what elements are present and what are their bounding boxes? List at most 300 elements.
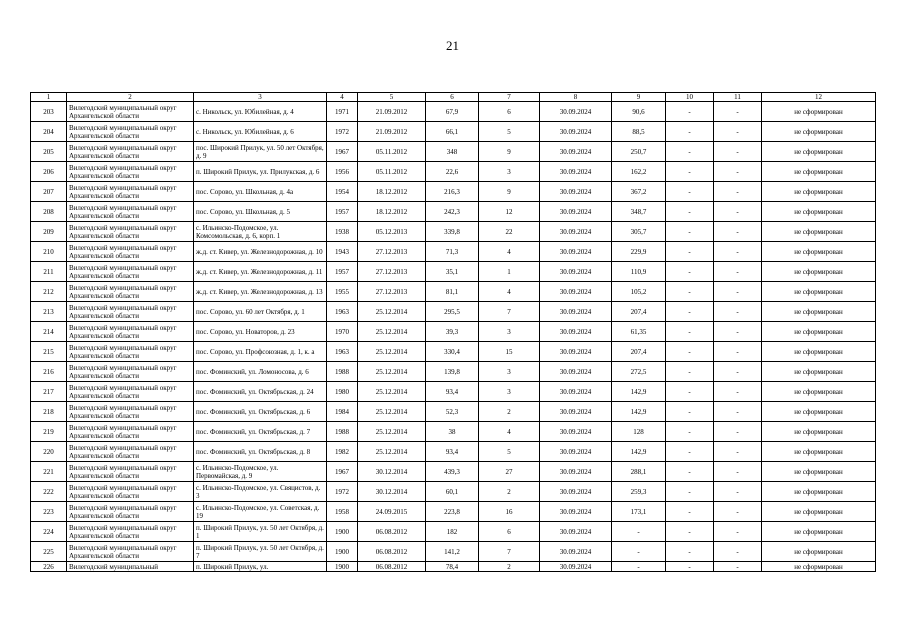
table-cell: Вилегодский муниципальный округ Архангельской области — [67, 242, 194, 262]
table-cell: 1957 — [327, 202, 358, 222]
table-cell: Вилегодский муниципальный округ Архангельской области — [67, 482, 194, 502]
table-row — [31, 382, 876, 402]
header-cell: 11 — [714, 93, 762, 102]
table-cell: 93,4 — [426, 382, 479, 402]
table-cell: 22 — [479, 222, 540, 242]
table-cell: 1967 — [327, 462, 358, 482]
table-cell: - — [714, 202, 762, 222]
table-cell: 212 — [31, 282, 67, 302]
table-cell: с. Ильинско-Подомское, ул. Первомайская, д. 9 — [194, 462, 327, 482]
table-cell: Вилегодский муниципальный округ Архангельской области — [67, 382, 194, 402]
table-cell: 30.09.2024 — [540, 182, 612, 202]
table-cell: 182 — [426, 522, 479, 542]
table-cell: 30.09.2024 — [540, 102, 612, 122]
table-cell: пос. Сорово, ул. 60 лет Октября, д. 1 — [194, 302, 327, 322]
table-cell: ж.д. ст. Кивер, ул. Железнодорожная, д. 13 — [194, 282, 327, 302]
table-cell: 207,4 — [612, 342, 666, 362]
table-cell: 1954 — [327, 182, 358, 202]
table-cell: - — [666, 302, 714, 322]
table-cell: 05.11.2012 — [358, 142, 426, 162]
table-cell: 4 — [479, 282, 540, 302]
header-cell: 5 — [358, 93, 426, 102]
table-cell: Вилегодский муниципальный округ Архангельской области — [67, 502, 194, 522]
table-cell: 12 — [479, 202, 540, 222]
table-cell: - — [714, 442, 762, 462]
table-cell: - — [714, 302, 762, 322]
table-cell: 18.12.2012 — [358, 202, 426, 222]
table-cell: 222 — [31, 482, 67, 502]
table-cell: 295,5 — [426, 302, 479, 322]
table-cell: - — [666, 442, 714, 462]
table-row — [31, 202, 876, 222]
table-cell: 67,9 — [426, 102, 479, 122]
table-cell: 214 — [31, 322, 67, 342]
table-cell: 30.09.2024 — [540, 222, 612, 242]
table-cell: 3 — [479, 162, 540, 182]
table-cell: - — [666, 282, 714, 302]
table-cell: не сформирован — [762, 102, 876, 122]
table-cell: 142,9 — [612, 382, 666, 402]
table-cell: 1956 — [327, 162, 358, 182]
table-cell: 216 — [31, 362, 67, 382]
table-cell: 1967 — [327, 142, 358, 162]
table-cell: 3 — [479, 322, 540, 342]
table-cell: 1938 — [327, 222, 358, 242]
table-cell: Вилегодский муниципальный округ Архангельской области — [67, 162, 194, 182]
table-cell: 9 — [479, 182, 540, 202]
table-cell: не сформирован — [762, 542, 876, 562]
table-row — [31, 302, 876, 322]
table-cell: Вилегодский муниципальный округ Архангельской области — [67, 142, 194, 162]
table-cell: 2 — [479, 562, 540, 572]
table-cell: 348 — [426, 142, 479, 162]
table-cell: - — [666, 122, 714, 142]
table-cell: 224 — [31, 522, 67, 542]
table-cell: 30.09.2024 — [540, 322, 612, 342]
table-cell: 208 — [31, 202, 67, 222]
table-row — [31, 362, 876, 382]
table-cell: 1988 — [327, 422, 358, 442]
table-cell: пос. Фоминский, ул. Октябрьская, д. 8 — [194, 442, 327, 462]
header-cell: 10 — [666, 93, 714, 102]
table-cell: 30.09.2024 — [540, 522, 612, 542]
table-cell: Вилегодский муниципальный округ Архангельской области — [67, 302, 194, 322]
table-cell: Вилегодский муниципальный округ Архангельской области — [67, 102, 194, 122]
table-cell: 30.09.2024 — [540, 162, 612, 182]
table-cell: 06.08.2012 — [358, 542, 426, 562]
table-cell: - — [714, 122, 762, 142]
table-cell: 30.09.2024 — [540, 562, 612, 572]
table-cell: 259,3 — [612, 482, 666, 502]
table-cell: 2 — [479, 402, 540, 422]
table-cell: 207 — [31, 182, 67, 202]
table-cell: 30.12.2014 — [358, 482, 426, 502]
table-cell: с. Ильинско-Подомское, ул. Свяцистов, д. 3 — [194, 482, 327, 502]
table-cell: 1988 — [327, 362, 358, 382]
table-cell: - — [714, 242, 762, 262]
table-cell: с. Ильинско-Подомское, ул. Комсомольская, д. 6, корп. 1 — [194, 222, 327, 242]
table-cell: - — [714, 482, 762, 502]
table-cell: с. Никольск, ул. Юбилейная, д. 4 — [194, 102, 327, 122]
table-cell: не сформирован — [762, 142, 876, 162]
table-cell: 30.09.2024 — [540, 362, 612, 382]
table-row — [31, 342, 876, 362]
table-cell: не сформирован — [762, 122, 876, 142]
table-cell: 25.12.2014 — [358, 342, 426, 362]
table-cell: - — [666, 202, 714, 222]
table-cell: не сформирован — [762, 202, 876, 222]
table-cell: пос. Фоминский, ул. Ломоносова, д. 6 — [194, 362, 327, 382]
table-cell: 1900 — [327, 542, 358, 562]
table-cell: 25.12.2014 — [358, 322, 426, 342]
table-cell: - — [666, 182, 714, 202]
table-cell: 215 — [31, 342, 67, 362]
table-cell: - — [666, 242, 714, 262]
table-cell: 38 — [426, 422, 479, 442]
table-cell: 21.09.2012 — [358, 102, 426, 122]
table-cell: 18.12.2012 — [358, 182, 426, 202]
table-cell: - — [714, 542, 762, 562]
table-cell: - — [714, 562, 762, 572]
table-cell: - — [714, 422, 762, 442]
table-cell: 4 — [479, 242, 540, 262]
table-cell: - — [714, 282, 762, 302]
table-cell: 439,3 — [426, 462, 479, 482]
table-cell: 30.09.2024 — [540, 202, 612, 222]
table-cell: 30.09.2024 — [540, 122, 612, 142]
table-cell: 1972 — [327, 122, 358, 142]
table-cell: 272,5 — [612, 362, 666, 382]
table-cell: 2 — [479, 482, 540, 502]
table-cell: 203 — [31, 102, 67, 122]
table-cell: 205 — [31, 142, 67, 162]
table-cell: - — [666, 562, 714, 572]
table-cell: 25.12.2014 — [358, 302, 426, 322]
table-cell: 30.09.2024 — [540, 442, 612, 462]
table-cell: 1982 — [327, 442, 358, 462]
table-cell: 66,1 — [426, 122, 479, 142]
table-cell: 173,1 — [612, 502, 666, 522]
table-cell: пос. Фоминский, ул. Октябрьская, д. 7 — [194, 422, 327, 442]
table-cell: - — [666, 402, 714, 422]
table-cell: Вилегодский муниципальный округ Архангельской области — [67, 522, 194, 542]
table-cell: 71,3 — [426, 242, 479, 262]
page-number: 21 — [446, 38, 459, 53]
table-cell: 348,7 — [612, 202, 666, 222]
table-cell: Вилегодский муниципальный округ Архангельской области — [67, 322, 194, 342]
table-cell: 1963 — [327, 302, 358, 322]
table-cell: 27.12.2013 — [358, 242, 426, 262]
table-cell: 162,2 — [612, 162, 666, 182]
table-cell: пос. Сорово, ул. Школьная, д. 5 — [194, 202, 327, 222]
table-cell: 81,1 — [426, 282, 479, 302]
table-cell: 223 — [31, 502, 67, 522]
table-cell: 30.09.2024 — [540, 382, 612, 402]
table-cell: Вилегодский муниципальный округ Архангельской области — [67, 402, 194, 422]
table-cell: 21.09.2012 — [358, 122, 426, 142]
table-cell: 219 — [31, 422, 67, 442]
table-cell: 142,9 — [612, 442, 666, 462]
table-cell: 30.09.2024 — [540, 142, 612, 162]
table-cell: 30.09.2024 — [540, 402, 612, 422]
table-cell: 226 — [31, 562, 67, 572]
table-cell: 25.12.2014 — [358, 362, 426, 382]
header-cell: 3 — [194, 93, 327, 102]
table-cell: - — [666, 522, 714, 542]
table-cell: 27.12.2013 — [358, 282, 426, 302]
table-row — [31, 122, 876, 142]
table-cell: 30.09.2024 — [540, 502, 612, 522]
table-cell: 90,6 — [612, 102, 666, 122]
table-cell: 27.12.2013 — [358, 262, 426, 282]
table-row — [31, 282, 876, 302]
table-cell: Вилегодский муниципальный округ Архангельской области — [67, 202, 194, 222]
table-cell: с. Ильинско-Подомское, ул. Советская, д. 19 — [194, 502, 327, 522]
table-cell: 25.12.2014 — [358, 402, 426, 422]
table-cell: не сформирован — [762, 482, 876, 502]
table-cell: 141,2 — [426, 542, 479, 562]
table-cell: 223,8 — [426, 502, 479, 522]
header-cell: 8 — [540, 93, 612, 102]
table-cell: не сформирован — [762, 402, 876, 422]
table-cell: 1955 — [327, 282, 358, 302]
table-cell: - — [714, 462, 762, 482]
table-cell: 9 — [479, 142, 540, 162]
table-cell: пос. Сорово, ул. Профсоюзная, д. 1, к. а — [194, 342, 327, 362]
table-cell: - — [666, 262, 714, 282]
table-cell: 216,3 — [426, 182, 479, 202]
table-cell: 250,7 — [612, 142, 666, 162]
table-cell: 225 — [31, 542, 67, 562]
table-cell: пос. Сорово, ул. Школьная, д. 4а — [194, 182, 327, 202]
header-cell: 12 — [762, 93, 876, 102]
table-cell: - — [666, 542, 714, 562]
table-cell: не сформирован — [762, 422, 876, 442]
table-cell: 16 — [479, 502, 540, 522]
table-cell: пос. Фоминский, ул. Октябрьская, д. 6 — [194, 402, 327, 422]
table-cell: 220 — [31, 442, 67, 462]
table-cell: пос. Широкий Прилук, ул. 50 лет Октября, д. 9 — [194, 142, 327, 162]
table-cell: - — [666, 482, 714, 502]
table-cell: 52,3 — [426, 402, 479, 422]
table-cell: 1972 — [327, 482, 358, 502]
table-cell: - — [666, 102, 714, 122]
table-cell: Вилегодский муниципальный — [67, 562, 194, 572]
table-cell: 30.09.2024 — [540, 342, 612, 362]
table-cell: - — [714, 322, 762, 342]
table-row — [31, 482, 876, 502]
header-cell: 2 — [67, 93, 194, 102]
table-cell: 35,1 — [426, 262, 479, 282]
table-row — [31, 102, 876, 122]
table-cell: не сформирован — [762, 282, 876, 302]
table-cell: Вилегодский муниципальный округ Архангельской области — [67, 282, 194, 302]
table-cell: не сформирован — [762, 222, 876, 242]
table-cell: 25.12.2014 — [358, 382, 426, 402]
table-cell: 305,7 — [612, 222, 666, 242]
table-cell: 128 — [612, 422, 666, 442]
table-cell: не сформирован — [762, 302, 876, 322]
table-cell: - — [714, 142, 762, 162]
table-cell: не сформирован — [762, 262, 876, 282]
table-cell: - — [666, 222, 714, 242]
table-cell: п. Широкий Прилук, ул. 50 лет Октября, д. 1 — [194, 522, 327, 542]
table-cell: 25.12.2014 — [358, 422, 426, 442]
table-row — [31, 182, 876, 202]
table-row — [31, 522, 876, 542]
table-cell: 22,6 — [426, 162, 479, 182]
table-cell: не сформирован — [762, 182, 876, 202]
table-cell: 06.08.2012 — [358, 522, 426, 542]
table-cell: 30.09.2024 — [540, 282, 612, 302]
table-cell: Вилегодский муниципальный округ Архангельской области — [67, 262, 194, 282]
table-cell: 1970 — [327, 322, 358, 342]
table-cell: 05.12.2013 — [358, 222, 426, 242]
table-cell: не сформирован — [762, 502, 876, 522]
table-cell: 209 — [31, 222, 67, 242]
table-cell: 25.12.2014 — [358, 442, 426, 462]
table-cell: с. Никольск, ул. Юбилейная, д. 6 — [194, 122, 327, 142]
table-cell: 27 — [479, 462, 540, 482]
table-cell: 207,4 — [612, 302, 666, 322]
table-cell: 30.09.2024 — [540, 542, 612, 562]
table-cell: 206 — [31, 162, 67, 182]
table-cell: 1984 — [327, 402, 358, 422]
table-cell: не сформирован — [762, 522, 876, 542]
table-cell: 1980 — [327, 382, 358, 402]
table-row — [31, 162, 876, 182]
table-cell: 1900 — [327, 562, 358, 572]
table-cell: - — [612, 522, 666, 542]
table-cell: - — [714, 382, 762, 402]
table-cell: 288,1 — [612, 462, 666, 482]
table-cell: не сформирован — [762, 342, 876, 362]
table-cell: - — [666, 142, 714, 162]
table-cell: 1 — [479, 262, 540, 282]
table-cell: ж.д. ст. Кивер, ул. Железнодорожная, д. 10 — [194, 242, 327, 262]
table-cell: - — [714, 502, 762, 522]
table-cell: п. Широкий Прилук, ул. 50 лет Октября, д. 7 — [194, 542, 327, 562]
table-cell: не сформирован — [762, 162, 876, 182]
table-cell: Вилегодский муниципальный округ Архангельской области — [67, 182, 194, 202]
table-cell: не сформирован — [762, 442, 876, 462]
table-cell: - — [714, 402, 762, 422]
table-cell: Вилегодский муниципальный округ Архангельской области — [67, 122, 194, 142]
table-cell: не сформирован — [762, 382, 876, 402]
table-cell: 88,5 — [612, 122, 666, 142]
table-row — [31, 242, 876, 262]
table-cell: 15 — [479, 342, 540, 362]
table-cell: Вилегодский муниципальный округ Архангельской области — [67, 462, 194, 482]
table-cell: - — [714, 102, 762, 122]
table-cell: Вилегодский муниципальный округ Архангельской области — [67, 442, 194, 462]
table-row — [31, 422, 876, 442]
table-row — [31, 222, 876, 242]
table-cell: - — [666, 342, 714, 362]
table-cell: - — [714, 522, 762, 542]
table-cell: 1963 — [327, 342, 358, 362]
table-cell: не сформирован — [762, 322, 876, 342]
table-cell: - — [714, 182, 762, 202]
table-cell: пос. Фоминский, ул. Октябрьская, д. 24 — [194, 382, 327, 402]
table-cell: 330,4 — [426, 342, 479, 362]
table-cell: 30.09.2024 — [540, 302, 612, 322]
table-cell: 3 — [479, 362, 540, 382]
table-cell: 213 — [31, 302, 67, 322]
table-cell: 1971 — [327, 102, 358, 122]
table-cell: 78,4 — [426, 562, 479, 572]
table-cell: 3 — [479, 382, 540, 402]
table-cell: Вилегодский муниципальный округ Архангельской области — [67, 422, 194, 442]
header-cell: 7 — [479, 93, 540, 102]
table-cell: - — [666, 362, 714, 382]
table-cell: - — [666, 322, 714, 342]
table-row — [31, 502, 876, 522]
table-cell: 105,2 — [612, 282, 666, 302]
table-cell: 30.09.2024 — [540, 462, 612, 482]
table-cell: 24.09.2015 — [358, 502, 426, 522]
table-cell: 211 — [31, 262, 67, 282]
table-cell: - — [714, 262, 762, 282]
table-cell: Вилегодский муниципальный округ Архангельской области — [67, 362, 194, 382]
table-cell: - — [714, 342, 762, 362]
table-row — [31, 542, 876, 562]
table-row — [31, 442, 876, 462]
table-row — [31, 562, 876, 572]
table-cell: 367,2 — [612, 182, 666, 202]
header-cell: 4 — [327, 93, 358, 102]
table-cell: 6 — [479, 102, 540, 122]
table-cell: 1943 — [327, 242, 358, 262]
table-row — [31, 462, 876, 482]
table-cell: 30.09.2024 — [540, 262, 612, 282]
table-row — [31, 322, 876, 342]
table-cell: 30.12.2014 — [358, 462, 426, 482]
table-cell: 229,9 — [612, 242, 666, 262]
header-cell: 9 — [612, 93, 666, 102]
table-cell: - — [612, 562, 666, 572]
table-cell: пос. Сорово, ул. Новаторов, д. 23 — [194, 322, 327, 342]
table-cell: не сформирован — [762, 242, 876, 262]
table-cell: 204 — [31, 122, 67, 142]
table-cell: - — [612, 542, 666, 562]
table-cell: 1900 — [327, 522, 358, 542]
housing-registry-table — [30, 92, 876, 572]
table-cell: 142,9 — [612, 402, 666, 422]
table-cell: 1957 — [327, 262, 358, 282]
table-cell: 4 — [479, 422, 540, 442]
table-cell: 217 — [31, 382, 67, 402]
table-cell: не сформирован — [762, 362, 876, 382]
table-cell: не сформирован — [762, 462, 876, 482]
table-cell: 7 — [479, 542, 540, 562]
table-cell: 05.11.2012 — [358, 162, 426, 182]
table-cell: 61,35 — [612, 322, 666, 342]
table-cell: 60,1 — [426, 482, 479, 502]
table-cell: - — [714, 162, 762, 182]
table-cell: - — [666, 502, 714, 522]
table-cell: п. Широкий Прилук, ул. — [194, 562, 327, 572]
header-cell: 1 — [31, 93, 67, 102]
table-row — [31, 142, 876, 162]
table-cell: не сформирован — [762, 562, 876, 572]
table-cell: 139,8 — [426, 362, 479, 382]
table-row — [31, 402, 876, 422]
table-cell: - — [666, 422, 714, 442]
header-cell: 6 — [426, 93, 479, 102]
table-cell: 06.08.2012 — [358, 562, 426, 572]
table-cell: 242,3 — [426, 202, 479, 222]
